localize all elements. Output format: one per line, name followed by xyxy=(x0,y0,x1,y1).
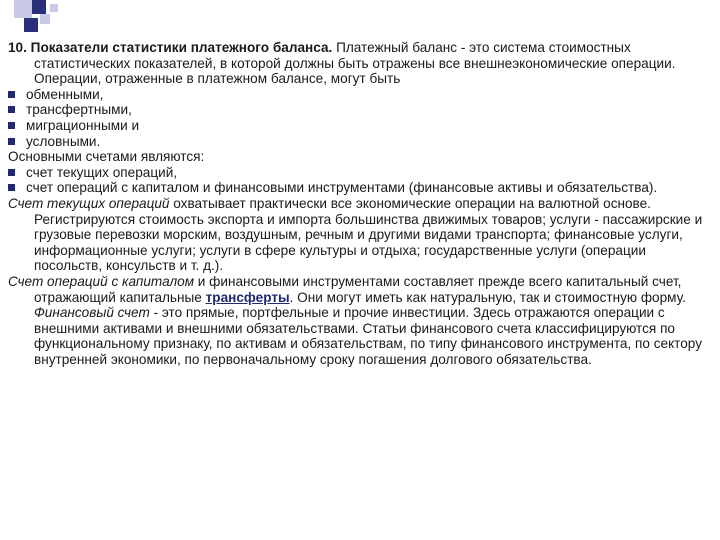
bullet-icon xyxy=(8,169,15,176)
deco-square xyxy=(50,4,58,12)
bullet-icon xyxy=(8,122,15,129)
current-account-term: Счет текущих операций xyxy=(8,195,170,211)
deco-square xyxy=(14,0,32,18)
list-item: счет операций с капиталом и финансовыми инструментами (финансовые активы и обязательства). xyxy=(8,180,712,196)
accounts-intro: Основными счетами являются: xyxy=(8,149,205,165)
bullet-icon xyxy=(8,106,15,113)
intro-text: Платежный баланс - это система стоимостных статистических показателей, в которой должны быть отражены все внешнеэкономические операции. Операции, отраженные в платежном балансе, могут быть xyxy=(34,40,676,87)
deco-square xyxy=(32,0,46,14)
list-item: счет текущих операций, xyxy=(8,165,712,181)
list-item: трансфертными, xyxy=(8,102,712,118)
transfers-link[interactable]: трансферты xyxy=(205,289,290,305)
decorative-squares xyxy=(0,0,720,40)
capital-account-paragraph: Счет операций с капиталом и финансовыми инструментами составляет прежде всего капитальный счет, отражающий капитальные трансферты. Они могут иметь как натуральную, так и стоимостную форму. Финансовый счет - это прямые, портфельные и прочие инвестиции. Здесь отражаются операции с внешними активами и внешними обязательствами. Статьи финансового счета классифицируются по функциональному признаку, по активам и обязательствам, по типу финансового инструмента, по сектору внутренней экономики, по первоначальному сроку погашения долгового обязательства. xyxy=(8,273,703,367)
section-heading: 10. Показатели статистики платежного баланса. xyxy=(8,40,333,55)
capital-account-term: Счет операций с капиталом xyxy=(8,273,195,289)
slide-body xyxy=(8,40,712,367)
deco-square xyxy=(40,14,50,24)
list-item: условными. xyxy=(8,134,712,150)
intro-paragraph xyxy=(8,40,712,87)
bullet-icon xyxy=(8,91,15,98)
list-item: миграционными и xyxy=(8,118,712,134)
bullet-icon xyxy=(8,138,15,145)
list-item: обменными, xyxy=(8,87,712,103)
financial-account-term: Финансовый счет xyxy=(34,305,150,321)
bullet-icon xyxy=(8,184,15,191)
deco-square xyxy=(24,18,38,32)
current-account-paragraph: Счет текущих операций охватывает практически все экономические операции на валютной основе. Регистрируются стоимость экспорта и импорта большинства движимых товаров; услуги - пассажирские и грузовые перевозки морским, воздушным, речным и другими видами транспорта; финансовые услуги, информационные услуги; услуги в сфере культуры и отдыха; государственные услуги (операции посольств, консульств и т. д.). xyxy=(8,195,703,274)
